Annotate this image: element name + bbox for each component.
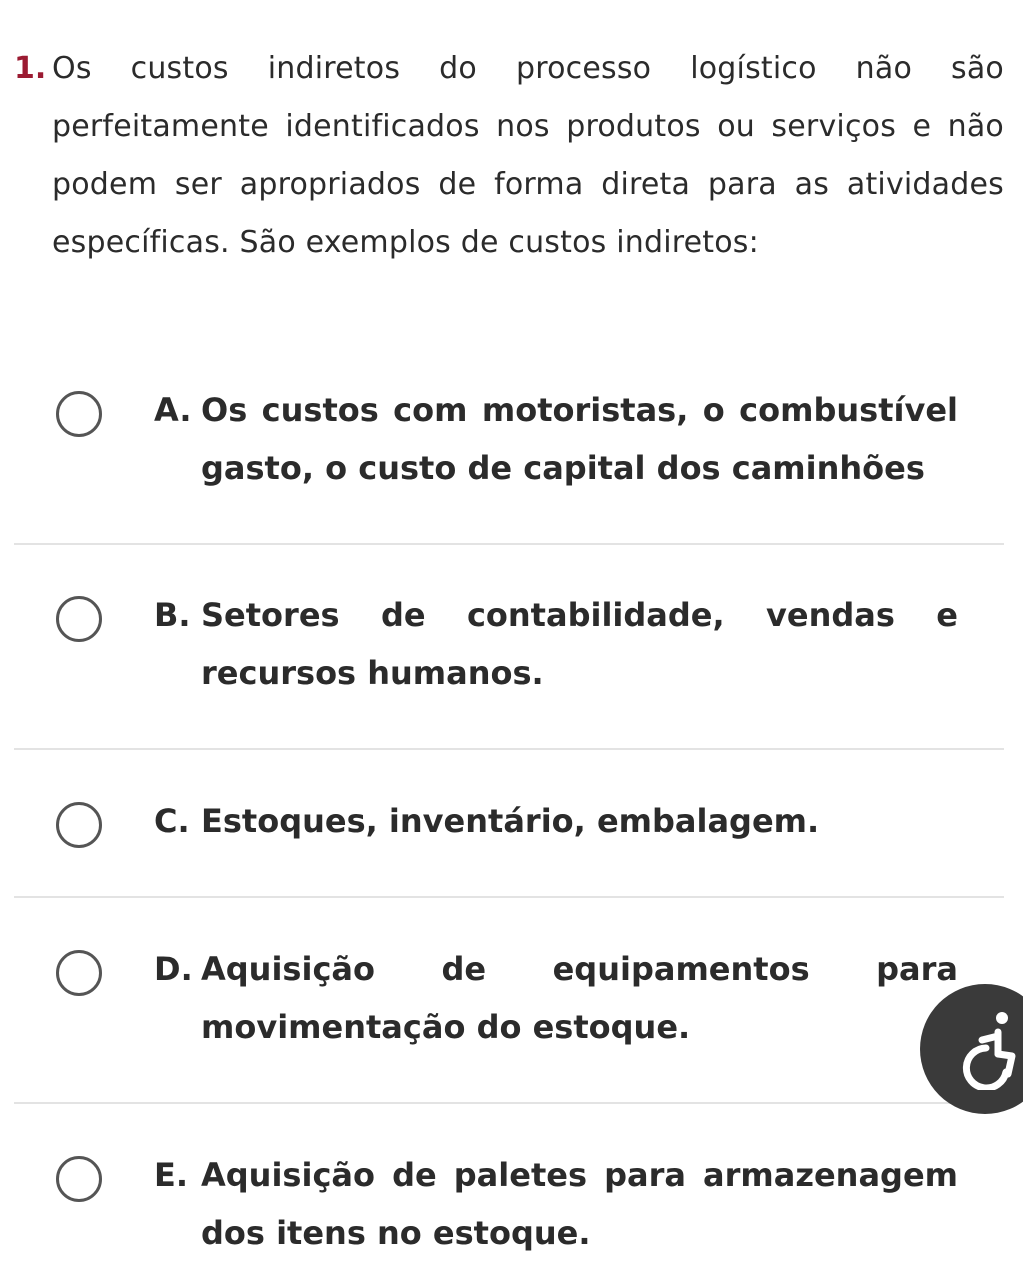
option-b-letter: B. [154, 596, 191, 634]
option-e-text: Aquisição de paletes para armazenagem dos itens no estoque. [201, 1156, 958, 1252]
option-b-text: Setores de contabilidade, vendas e recursos humanos. [201, 596, 958, 692]
option-a-letter: A. [154, 391, 192, 429]
option-d-text: Aquisição de equipamentos para movimentação do estoque. [201, 950, 958, 1046]
question-text: Os custos indiretos do processo logístico não são perfeitamente identificados nos produtos ou serviços e não podem ser apropriados de forma direta para as atividades específicas. São exemplos de custos indiretos: [52, 51, 1004, 260]
option-d-radio[interactable] [56, 950, 102, 996]
question-block [14, 40, 1004, 272]
question-number: 1. [14, 51, 47, 86]
option-a-radio[interactable] [56, 391, 102, 437]
option-e-radio[interactable] [56, 1156, 102, 1202]
accessibility-icon [942, 1010, 1022, 1090]
option-d-letter: D. [154, 950, 193, 988]
option-c-text: Estoques, inventário, embalagem. [201, 802, 820, 840]
option-c-letter: C. [154, 802, 190, 840]
option-e-letter: E. [154, 1156, 189, 1194]
option-a-text: Os custos com motoristas, o combustível gasto, o custo de capital dos caminhões [201, 391, 958, 487]
option-c-radio[interactable] [56, 802, 102, 848]
separator [14, 543, 1004, 545]
separator [14, 896, 1004, 898]
option-b-radio[interactable] [56, 596, 102, 642]
separator [14, 1102, 1004, 1104]
separator [14, 748, 1004, 750]
